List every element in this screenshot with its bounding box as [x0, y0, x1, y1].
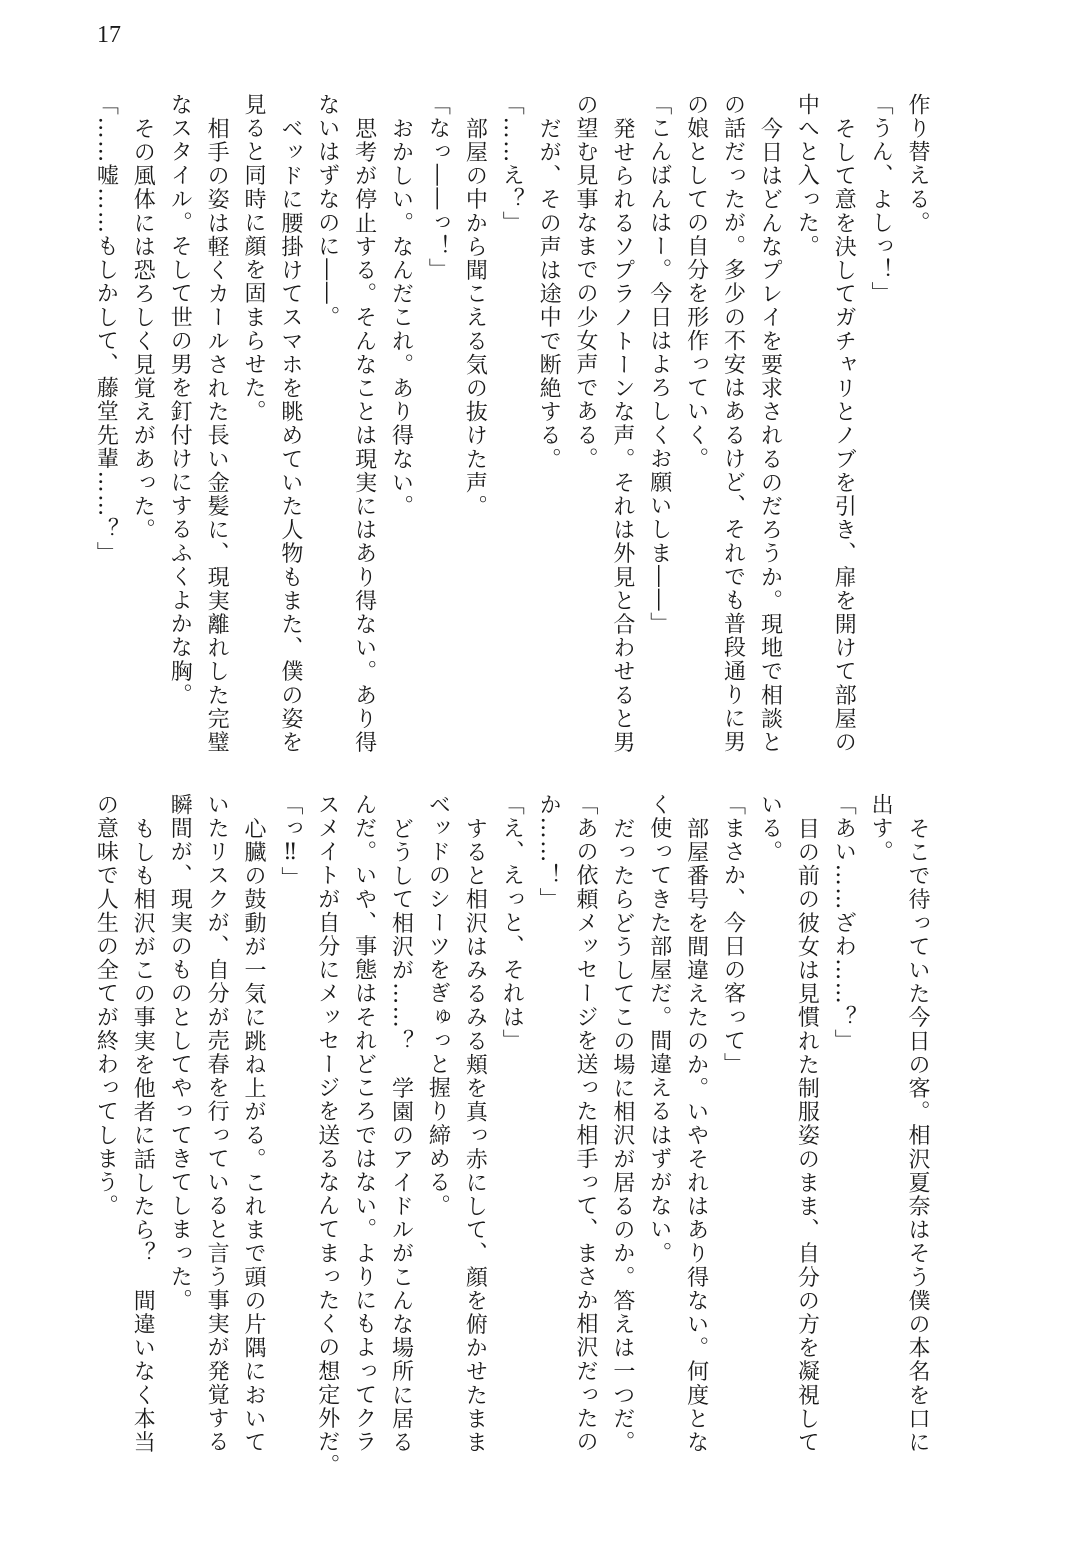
- text-line: 「こんばんはー。今日はよろしくお願いしま――」: [646, 93, 672, 636]
- text-line: 部屋番号を間違えたのか。いやそれはあり得ない。何度とな: [683, 816, 709, 1454]
- text-line: の話だったが。多少の不安はあるけど、それでも普段通りに男: [720, 93, 746, 754]
- text-line: もしも相沢がこの事実を他者に話したら？ 間違いなく本当: [130, 816, 156, 1454]
- text-line: その風体には恐ろしく見覚えがあった。: [130, 116, 156, 542]
- text-line: なスタイル。そして世の男を釘付けにするふくよかな胸。: [167, 93, 193, 707]
- text-line: ベッドに腰掛けてスマホを眺めていた人物もまた、僕の姿を: [277, 116, 303, 754]
- text-block-bottom: [87, 793, 935, 1477]
- text-line: 出す。: [868, 793, 894, 864]
- text-line: そして意を決してガチャリとノブを引き、扉を開けて部屋の: [831, 116, 857, 754]
- text-line: だが、その声は途中で断絶する。: [536, 116, 562, 471]
- page-number: 17: [97, 22, 121, 48]
- text-line: 「あい……ざわ……？」: [831, 793, 857, 1053]
- text-line: 中へと入った。: [794, 93, 820, 259]
- text-line: 目の前の彼女は見慣れた制服姿のまま、自分の方を凝視して: [794, 816, 820, 1454]
- text-line: 「うん、よしっ！」: [868, 93, 894, 306]
- text-line: 「……嘘……もしかして、藤堂先輩……？」: [93, 93, 119, 565]
- text-line: 部屋の中から聞こえる気の抜けた声。: [462, 116, 488, 518]
- text-line: 「まさか、今日の客って」: [720, 793, 746, 1077]
- text-line: 心臓の鼓動が一気に跳ね上がる。これまで頭の片隅において: [240, 816, 266, 1454]
- text-line: 思考が停止する。そんなことは現実にはあり得ない。あり得: [351, 116, 377, 754]
- text-line: 今日はどんなプレイを要求されるのだろうか。現地で相談と: [757, 116, 783, 754]
- text-line: ないはずなのに――。: [314, 93, 340, 329]
- text-line: どうして相沢が……？ 学園のアイドルがこんな場所に居る: [388, 816, 414, 1454]
- text-line: おかしい。なんだこれ。あり得ない。: [388, 116, 414, 518]
- text-line: の望む見事なまでの少女声である。: [572, 93, 598, 471]
- text-line: 「……え？」: [499, 93, 525, 235]
- text-line: だったらどうしてこの場に相沢が居るのか。答えは一つだ。: [609, 816, 635, 1454]
- text-line: く使ってきた部屋だ。間違えるはずがない。: [646, 793, 672, 1265]
- text-line: いたリスクが、自分が売春を行っていると言う事実が発覚する: [204, 793, 230, 1454]
- text-line: んだ。いや、事態はそれどころではない。よりにもよってクラ: [351, 793, 377, 1454]
- text-line: 「なっ――っ！」: [425, 93, 451, 282]
- text-line: か……！」: [536, 793, 562, 911]
- text-line: 見ると同時に顔を固まらせた。: [240, 93, 266, 424]
- text-line: いる。: [757, 793, 783, 864]
- text-line: すると相沢はみるみる頬を真っ赤にして、顔を俯かせたまま: [462, 816, 488, 1454]
- text-block-top: [87, 93, 935, 754]
- text-line: そこで待っていた今日の客。相沢夏奈はそう僕の本名を口に: [905, 816, 930, 1454]
- text-line: 瞬間が、現実のものとしてやってきてしまった。: [167, 793, 193, 1313]
- text-line: ベッドのシーツをぎゅっと握り締める。: [425, 793, 451, 1218]
- text-line: 「え、えっと、それは」: [499, 793, 525, 1053]
- text-line: 「っ‼」: [277, 793, 303, 891]
- text-line: スメイトが自分にメッセージを送るなんてまったくの想定外だ。: [314, 793, 340, 1478]
- text-line: の意味で人生の全てが終わってしまう。: [93, 793, 119, 1218]
- text-line: の娘としての自分を形作っていく。: [683, 93, 709, 471]
- text-line: 相手の姿は軽くカールされた長い金髪に、現実離れした完璧: [204, 116, 230, 754]
- text-line: 「あの依頼メッセージを送った相手って、まさか相沢だったの: [572, 793, 598, 1454]
- text-line: 作り替える。: [905, 93, 930, 235]
- text-line: 発せられるソプラノトーンな声。それは外見と合わせると男: [609, 116, 635, 754]
